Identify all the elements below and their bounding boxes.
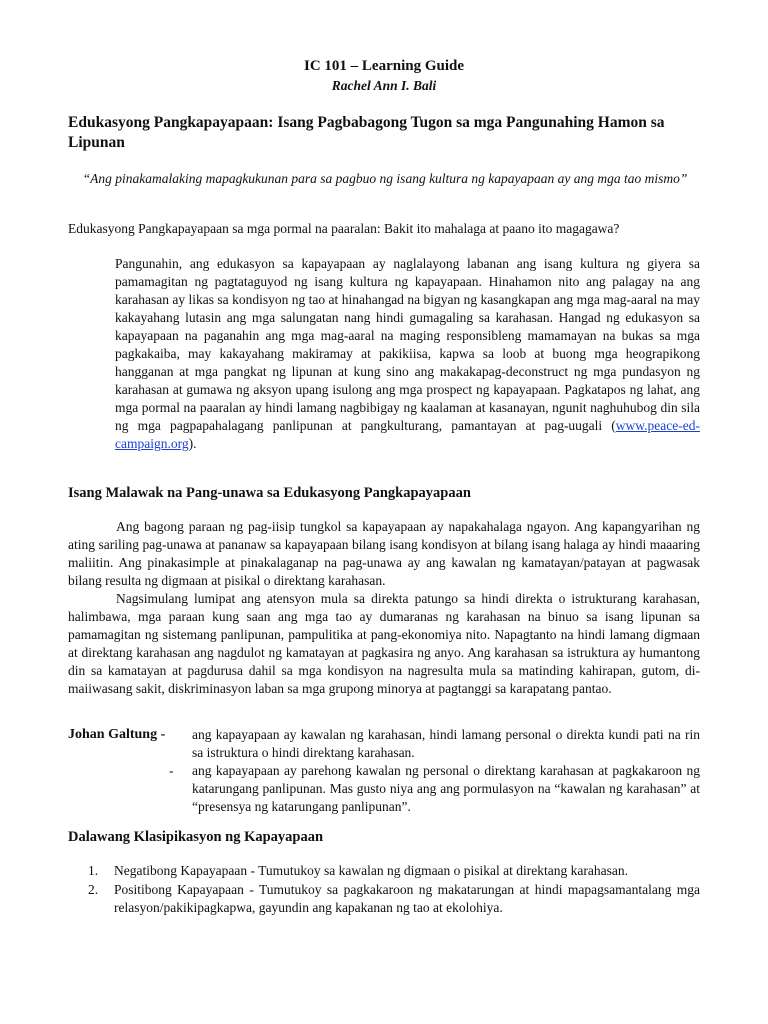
peace-ed-campaign-link[interactable]: www.peace-ed-campaign.org — [115, 418, 700, 451]
list-item-number: 1. — [88, 863, 99, 878]
intro-paragraph — [115, 255, 700, 453]
galtung-definition-1: ang kapayapaan ay kawalan ng karahasan, hindi lamang personal o direkta kundi pati na rin sa istruktura o hindi direktang karahasan. — [192, 727, 700, 760]
epigraph-quote: “Ang pinakamalaking mapagkukunan para sa pagbuo ng isang kultura ng kapayapaan ay ang mga tao mismo” — [82, 171, 688, 186]
document-heading: Edukasyong Pangkapayapaan: Isang Pagbabagong Tugon sa mga Pangunahing Hamon sa Lipunan — [68, 114, 665, 151]
document-title: IC 101 – Learning Guide — [303, 58, 465, 74]
section-heading-broad-understanding: Isang Malawak na Pang-unawa sa Edukasyong Pangkapayapaan — [68, 485, 471, 501]
list-item-number: 2. — [88, 882, 99, 897]
section1-paragraph-1: Ang bagong paraan ng pag-iisip tungkol sa kapayapaan ay napakahalaga ngayon. Ang kapangyarihan ng ating sariling pag-unawa at pananaw sa kapayapaan bilang isang kondisyon at bilang isang halaga ay hindi maaaring maliitin. Ang pinakasimple at pinakalaganap na pag-unawa ay ang kawalan ng kamatayan/patayan at pagwasak bilang resulta ng digmaan at pisikal o direktang karahasan. — [68, 519, 700, 588]
galtung-label: Johan Galtung - — [68, 727, 166, 742]
galtung-dash: - — [169, 763, 174, 778]
guiding-question: Edukasyong Pangkapayapaan sa mga pormal na paaralan: Bakit ito mahalaga at paano ito magagawa? — [68, 221, 620, 236]
list-item-text: Positibong Kapayapaan - Tumutukoy sa pagkakaroon ng makatarungan at hindi mapagsamantalang mga relasyon/pakikipagkapwa, gayundin ang kapakanan ng tao at ekolohiya. — [114, 882, 700, 915]
intro-paragraph-text: Pangunahin, ang edukasyon sa kapayapaan ay naglalayong labanan ang isang kultura ng giyera sa pamamagitan ng pagtataguyod ng isang kultura ng kapayapaan. Hinahamon nito ang palagay na ang karahasan ay likas sa kondisyon ng tao at hinahangad na bigyan ng kasangkapan ang mga mag-aaral na may kakayahang lutasin ang mga salungatan nang hindi gumagaling sa karahasan. Hangad ng edukasyon sa kapayapaan na paganahin ang mga mag-aaral na maging responsibleng mamamayan na bukas sa mga pagkakaiba, may kakayahang makiramay at pakikiisa, kapwa sa loob at buong mga heograpikong hangganan at mga pangkat ng lipunan at kung sino ang makakapag-deconstruct ng mga pundasyon ng karahasan at gumawa ng aksyon upang isulong ang mga prospect ng kapayapaan. Pagkatapos ng lahat, ang mga pormal na paaralan ay hindi lamang nagbibigay ng kaalaman at kasanayan, ngunit naghuhubog din sila ng mga pagpapahalagang panlipunan at pangkulturang, pamantayan at pag-uugali ( — [115, 256, 700, 433]
section1-paragraph-2: Nagsimulang lumipat ang atensyon mula sa direkta patungo sa hindi direkta o istrukturang karahasan, halimbawa, mga paraan kung saan ang mga tao ay dumaranas ng karahasan na binuo sa isang lipunan sa pamamagitan ng sistemang panlipunan, pampulitika at pang-ekonomiya nito. Napagtanto na hindi lamang digmaan at direktang karahasan ang nagdulot ng kamatayan at pagkasira ng anyo. Ang karahasan sa istruktura ay humantong din sa kamatayan at pagdurusa dahil sa mga kondisyon na nagresulta mula sa matinding kahirapan, gutom, di-maiiwasang sakit, diskriminasyon laban sa mga grupong minorya at pagtanggi sa karapatang pantao. — [68, 591, 700, 696]
document-author: Rachel Ann I. Bali — [331, 78, 437, 93]
list-item-text: Negatibong Kapayapaan - Tumutukoy sa kawalan ng digmaan o pisikal at direktang karahasan. — [114, 863, 628, 878]
intro-paragraph-end: ). — [188, 436, 197, 451]
section1-body — [68, 518, 700, 698]
section-heading-classifications: Dalawang Klasipikasyon ng Kapayapaan — [68, 829, 324, 845]
galtung-definition-2: ang kapayapaan ay parehong kawalan ng personal o direktang karahasan at pagkakaroon ng katarungang panlipunan. Mas gusto niya ang ang pormulasyon na “kawalan ng karahasan” at “presensya ng katarungang panlipunan”. — [192, 763, 700, 814]
